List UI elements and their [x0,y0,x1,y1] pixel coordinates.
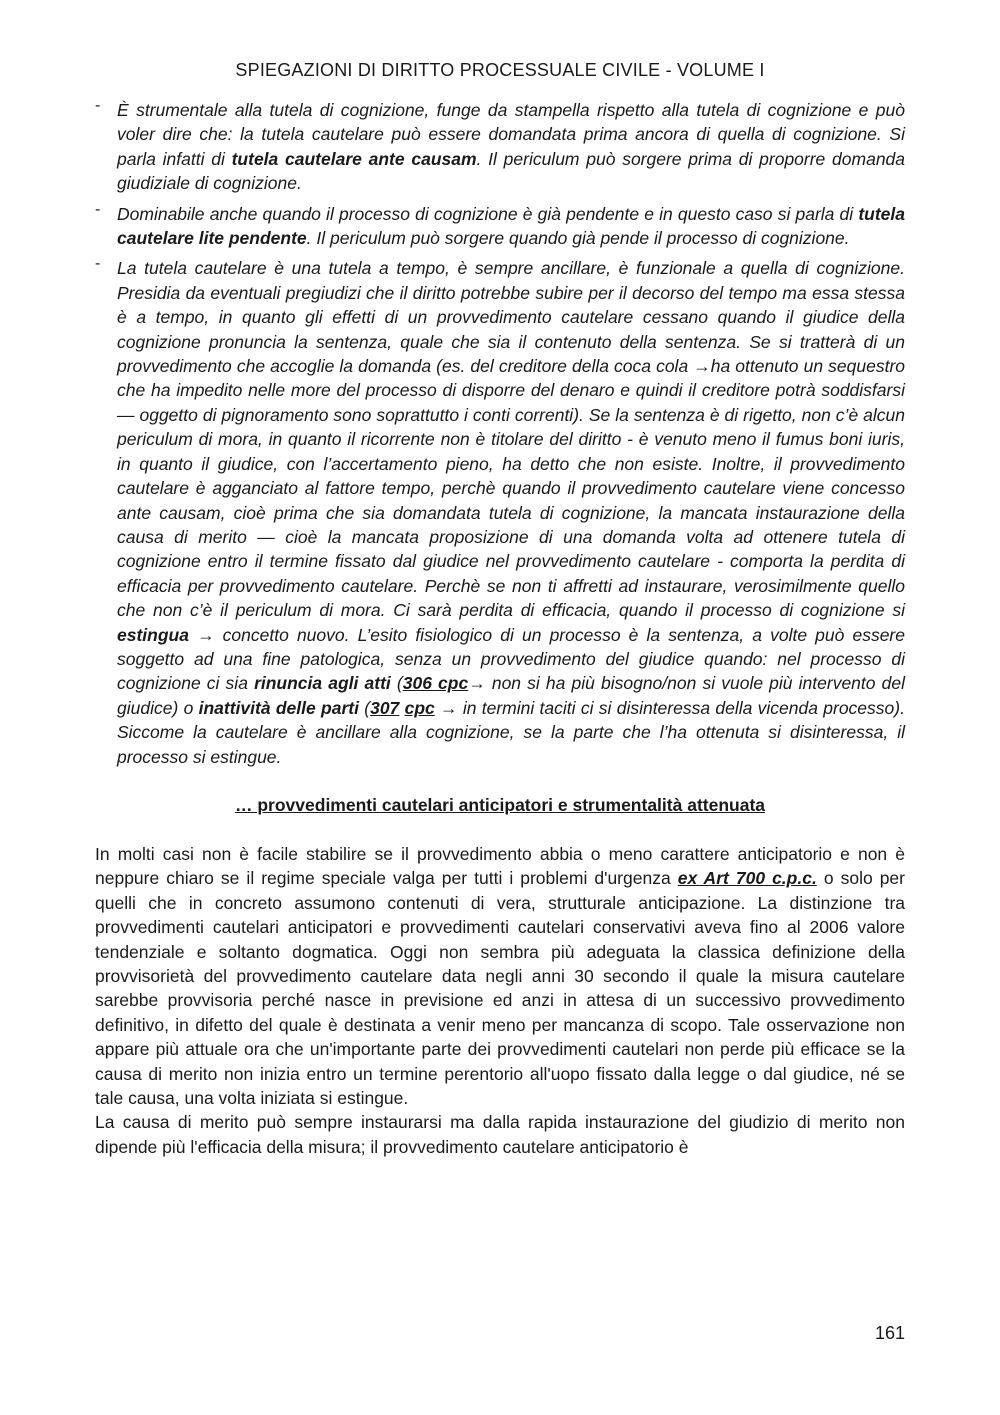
dash-marker: - [95,200,101,218]
bullet-text: . Il periculum può sorgere prima di proporre domanda giudiziale di cognizione. [117,148,906,194]
bullet-text: ha ottenuto un sequestro che ha impedito nelle more del processo di disporre del denaro e quindi il creditore potrà soddisfarsi — oggetto di pignoramento sono soprattutto i conti correnti). Se la sentenza è di rigetto, non c’è alcun periculum di mora, in quanto il ricorrente non è titolare del diritto - è venuto meno il fumus boni iuris, in quanto il giudice, con l’accertamento pieno, ha detto che non esiste. Inoltre, il provvedimento cautelare è agganciato al fattore tempo, perchè quando il provvedimento cautelare viene concesso ante causam, cioè prima che sia domandata tutela di cognizione, la mancata instaurazione della causa di merito — cioè la mancata proposizione di una domanda volta ad ottenere tutela di cognizione entro il termine fissato dal giudice nel provvedimento cautelare - comporta la perdita di efficacia per provvedimento cautelare. Perchè se non ti affretti ad instaurare, verosimilmente quello che non c’è il periculum di mora. Ci sarà perdita di efficacia, quando il processo di cognizione si [117,356,905,621]
bullet-list [95,98,905,769]
section-title: … provvedimenti cautelari anticipatori e strumentalità attenuata [235,794,765,815]
dash-marker: - [95,255,101,273]
bold-term: inattività delle parti [198,697,359,718]
dash-marker: - [95,97,101,114]
paragraph-text: In molti casi non è facile stabilire se il provvedimento abbia o meno carattere anticipatorio e non è neppure chiaro se il regime speciale valga per tutti i problemi d'urgenza [95,843,905,889]
paragraph-text: o solo per quelli che in concreto assumono contenuti di vera, strutturale anticipazione. La distinzione tra provvedimenti cautelari anticipatori e provvedimenti cautelari conservativi aveva fino al 2006 valore tendenziale e soltanto dogmatica. Oggi non sembra più adeguata la classica definizione della provvisorietà del provvedimento cautelare data negli anni 30 secondo il quale la misura cautelare sarebbe provvisoria perché nasce in previsione ed anzi in attesa di un successivo provvedimento definitivo, in difetto del quale è destinata a venir meno per mancanza di scopo. Tale osservazione non appare più attuale ora che un'importante parte dei provvedimenti cautelari non perde più efficace se la causa di merito non inizia entro un termine perentorio all'uopo fissato dalla legge o dal giudice, né se tale causa, una volta iniziata si estingue. [95,868,905,1109]
bullet-text: → concetto nuovo. L’esito fisiologico di un processo è la sentenza, a volte può essere soggetto ad una fine patologica, senza un provvedimento del giudice quando: nel processo di cognizione ci sia [117,624,905,694]
bold-term: estingua [117,624,189,645]
bold-term: tutela cautelare ante causam [231,148,477,169]
page-header: SPIEGAZIONI DI DIRITTO PROCESSUALE CIVILE - VOLUME I [235,60,765,80]
article-reference: 307 [370,697,400,718]
bullet-item [95,202,905,251]
bullet-text: → in termini taciti ci si disinteressa della vicenda processo). Siccome la cautelare è ancillare alla cognizione, se la parte che l’ha ottenuta si disinteressa, il processo si estingue. [117,697,905,767]
article-reference: 306 cpc [402,673,469,694]
bold-term: rinuncia agli atti [254,673,391,694]
article-reference: cpc [404,697,435,718]
bullet-item [95,256,905,769]
bullet-text: È strumentale alla tutela di cognizione, funge da stampella rispetto alla tutela di cognizione e può voler dire che: la tutela cautelare può essere domandata prima ancora di quella di cognizione. Si parla infatti di [117,100,905,169]
paragraph: La causa di merito può sempre instaurarsi ma dalla rapida instaurazione del giudizio di merito non dipende più l'efficacia della misura; il provvedimento cautelare anticipatorio è [95,1112,905,1157]
bullet-text: ( [390,673,403,694]
bold-term: tutela cautelare lite pendente [117,203,905,249]
bullet-text: . Il periculum può sorgere quando già pende il processo di cognizione. [306,228,850,249]
paragraph [95,842,905,1110]
bullet-text: Dominabile anche quando il processo di cognizione è già pendente e in questo caso si parla di [117,203,859,224]
article-reference: ex Art 700 c.p.c. [677,868,817,889]
bullet-text: ( [358,697,371,718]
page-number: 161 [874,1323,905,1343]
bullet-text: → non si ha più bisogno/non si vuole più intervento del giudice) o [117,673,905,718]
bullet-item [95,98,905,196]
bullet-text: La tutela cautelare è una tutela a tempo, è sempre ancillare, è funzionale a quella di cognizione. Presidia da eventuali pregiudizi che il diritto potrebbe subire per il decorso del tempo ma essa stessa è a tempo, in quanto gli effetti di un provvedimento cautelare cessano quando il giudice della cognizione pronuncia la sentenza, quale che sia il contenuto della sentenza. Se si tratterà di un provvedimento che accoglie la domanda (es. del creditore della coca cola [117,258,905,377]
page-body [95,98,905,1159]
arrow-symbol: → [693,356,711,377]
